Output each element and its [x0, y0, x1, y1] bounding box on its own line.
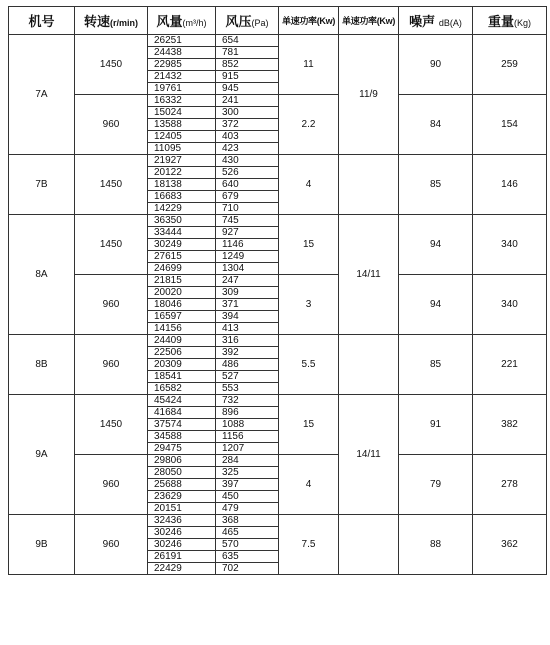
pressure-cell: 450	[216, 491, 279, 503]
flow-cell: 12405	[148, 131, 216, 143]
pressure-cell: 430	[216, 155, 279, 167]
flow-cell: 29806	[148, 455, 216, 467]
noise-cell: 85	[399, 155, 473, 215]
weight-cell: 146	[473, 155, 547, 215]
pressure-cell: 423	[216, 143, 279, 155]
flow-cell: 27615	[148, 251, 216, 263]
pressure-cell: 371	[216, 299, 279, 311]
noise-cell: 94	[399, 275, 473, 335]
header-power-single: 单速功率(Kw)	[279, 7, 339, 35]
pressure-cell: 309	[216, 287, 279, 299]
pressure-cell: 397	[216, 479, 279, 491]
fan-spec-table	[8, 6, 547, 575]
header-pressure: 风压(Pa)	[216, 7, 279, 35]
table-row	[9, 35, 547, 47]
noise-cell: 90	[399, 35, 473, 95]
model-cell: 8B	[9, 335, 75, 395]
weight-cell: 154	[473, 95, 547, 155]
flow-cell: 18541	[148, 371, 216, 383]
dual-power-cell: 11/9	[339, 35, 399, 155]
table-row	[9, 455, 547, 467]
pressure-cell: 486	[216, 359, 279, 371]
flow-cell: 24438	[148, 47, 216, 59]
pressure-cell: 702	[216, 563, 279, 575]
header-weight: 重量(Kg)	[473, 7, 547, 35]
power-cell: 2.2	[279, 95, 339, 155]
flow-cell: 21815	[148, 275, 216, 287]
flow-cell: 16683	[148, 191, 216, 203]
flow-cell: 21927	[148, 155, 216, 167]
flow-cell: 22506	[148, 347, 216, 359]
dual-power-cell	[339, 335, 399, 395]
noise-cell: 91	[399, 395, 473, 455]
flow-cell: 26251	[148, 35, 216, 47]
table-row	[9, 215, 547, 227]
flow-cell: 16597	[148, 311, 216, 323]
table-row	[9, 95, 547, 107]
flow-cell: 22429	[148, 563, 216, 575]
weight-cell: 278	[473, 455, 547, 515]
pressure-cell: 745	[216, 215, 279, 227]
weight-cell: 382	[473, 395, 547, 455]
pressure-cell: 527	[216, 371, 279, 383]
flow-cell: 18046	[148, 299, 216, 311]
flow-cell: 26191	[148, 551, 216, 563]
pressure-cell: 316	[216, 335, 279, 347]
header-flow: 风量(m³/h)	[148, 7, 216, 35]
pressure-cell: 1088	[216, 419, 279, 431]
pressure-cell: 553	[216, 383, 279, 395]
speed-cell: 960	[75, 515, 148, 575]
pressure-cell: 1146	[216, 239, 279, 251]
pressure-cell: 368	[216, 515, 279, 527]
weight-cell: 340	[473, 215, 547, 275]
pressure-cell: 392	[216, 347, 279, 359]
pressure-cell: 679	[216, 191, 279, 203]
speed-cell: 960	[75, 275, 148, 335]
flow-cell: 34588	[148, 431, 216, 443]
dual-power-cell	[339, 515, 399, 575]
weight-cell: 259	[473, 35, 547, 95]
flow-cell: 21432	[148, 71, 216, 83]
weight-cell: 362	[473, 515, 547, 575]
pressure-cell: 781	[216, 47, 279, 59]
flow-cell: 30246	[148, 539, 216, 551]
pressure-cell: 927	[216, 227, 279, 239]
flow-cell: 30246	[148, 527, 216, 539]
pressure-cell: 896	[216, 407, 279, 419]
flow-cell: 20309	[148, 359, 216, 371]
pressure-cell: 479	[216, 503, 279, 515]
flow-cell: 36350	[148, 215, 216, 227]
speed-cell: 1450	[75, 215, 148, 275]
power-cell: 15	[279, 215, 339, 275]
header-speed: 转速(r/min)	[75, 7, 148, 35]
flow-cell: 16332	[148, 95, 216, 107]
power-cell: 15	[279, 395, 339, 455]
power-cell: 4	[279, 155, 339, 215]
flow-cell: 14156	[148, 323, 216, 335]
flow-cell: 19761	[148, 83, 216, 95]
pressure-cell: 915	[216, 71, 279, 83]
spec-body	[9, 35, 547, 575]
power-cell: 11	[279, 35, 339, 95]
pressure-cell: 465	[216, 527, 279, 539]
power-cell: 4	[279, 455, 339, 515]
flow-cell: 32436	[148, 515, 216, 527]
pressure-cell: 372	[216, 119, 279, 131]
flow-cell: 13588	[148, 119, 216, 131]
flow-cell: 24409	[148, 335, 216, 347]
pressure-cell: 284	[216, 455, 279, 467]
flow-cell: 28050	[148, 467, 216, 479]
flow-cell: 20122	[148, 167, 216, 179]
flow-cell: 20020	[148, 287, 216, 299]
flow-cell: 24699	[148, 263, 216, 275]
table-row	[9, 275, 547, 287]
pressure-cell: 325	[216, 467, 279, 479]
flow-cell: 37574	[148, 419, 216, 431]
noise-cell: 79	[399, 455, 473, 515]
flow-cell: 15024	[148, 107, 216, 119]
header-model: 机号	[9, 7, 75, 35]
flow-cell: 18138	[148, 179, 216, 191]
pressure-cell: 1249	[216, 251, 279, 263]
header-noise: 噪声 dB(A)	[399, 7, 473, 35]
dual-power-cell: 14/11	[339, 215, 399, 335]
speed-cell: 960	[75, 455, 148, 515]
pressure-cell: 640	[216, 179, 279, 191]
table-row	[9, 395, 547, 407]
table-row	[9, 515, 547, 527]
power-cell: 7.5	[279, 515, 339, 575]
flow-cell: 25688	[148, 479, 216, 491]
pressure-cell: 247	[216, 275, 279, 287]
pressure-cell: 710	[216, 203, 279, 215]
pressure-cell: 403	[216, 131, 279, 143]
pressure-cell: 570	[216, 539, 279, 551]
model-cell: 7A	[9, 35, 75, 155]
noise-cell: 85	[399, 335, 473, 395]
pressure-cell: 241	[216, 95, 279, 107]
pressure-cell: 300	[216, 107, 279, 119]
pressure-cell: 1207	[216, 443, 279, 455]
pressure-cell: 635	[216, 551, 279, 563]
power-cell: 3	[279, 275, 339, 335]
speed-cell: 1450	[75, 35, 148, 95]
flow-cell: 16582	[148, 383, 216, 395]
flow-cell: 23629	[148, 491, 216, 503]
noise-cell: 84	[399, 95, 473, 155]
header-power-dual: 单速功率(Kw)	[339, 7, 399, 35]
speed-cell: 1450	[75, 155, 148, 215]
pressure-cell: 413	[216, 323, 279, 335]
pressure-cell: 945	[216, 83, 279, 95]
pressure-cell: 394	[216, 311, 279, 323]
pressure-cell: 654	[216, 35, 279, 47]
header-row	[9, 7, 547, 35]
dual-power-cell	[339, 155, 399, 215]
pressure-cell: 526	[216, 167, 279, 179]
pressure-cell: 852	[216, 59, 279, 71]
model-cell: 7B	[9, 155, 75, 215]
flow-cell: 11095	[148, 143, 216, 155]
speed-cell: 960	[75, 95, 148, 155]
pressure-cell: 732	[216, 395, 279, 407]
noise-cell: 88	[399, 515, 473, 575]
flow-cell: 29475	[148, 443, 216, 455]
dual-power-cell: 14/11	[339, 395, 399, 515]
flow-cell: 30249	[148, 239, 216, 251]
flow-cell: 22985	[148, 59, 216, 71]
model-cell: 9A	[9, 395, 75, 515]
flow-cell: 45424	[148, 395, 216, 407]
model-cell: 8A	[9, 215, 75, 335]
table-row	[9, 335, 547, 347]
weight-cell: 340	[473, 275, 547, 335]
flow-cell: 33444	[148, 227, 216, 239]
flow-cell: 20151	[148, 503, 216, 515]
power-cell: 5.5	[279, 335, 339, 395]
table-row	[9, 155, 547, 167]
speed-cell: 960	[75, 335, 148, 395]
model-cell: 9B	[9, 515, 75, 575]
pressure-cell: 1156	[216, 431, 279, 443]
flow-cell: 41684	[148, 407, 216, 419]
weight-cell: 221	[473, 335, 547, 395]
flow-cell: 14229	[148, 203, 216, 215]
speed-cell: 1450	[75, 395, 148, 455]
noise-cell: 94	[399, 215, 473, 275]
pressure-cell: 1304	[216, 263, 279, 275]
